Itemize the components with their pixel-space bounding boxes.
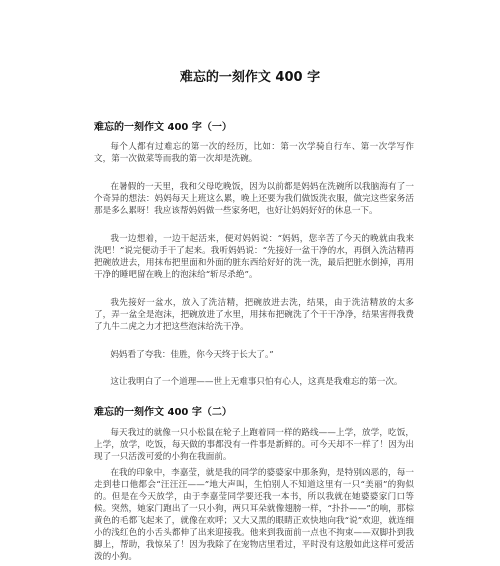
paragraph: 在我的印象中，李嘉莹，就是我的同学的婆婆家中那条狗，是特别凶恶的，每一走到巷口他都会“汪汪汪——”地大声叫，生怕别人不知道这里有一只“美丽”的狗似的。但是在今天放学，由于李嘉莹同学要还我一本书，所以我就在她婆婆家门口等候。突然，她家门跑出了一只小狗，两只耳朵就像翅膀一样，“扑扑——”的响，那棕黄色的毛都飞起来了，就像在欢呼；又大又黑的眼睛正欢快地向我“说”欢迎，就连细小的浅红色的小舌头都伸了出来迎接我。他来到我面前一点也不拘束——双脚扑到我脚上，帮助，我惊呆了！因为我除了在宠物店里看过，平时没有这般如此这样可爱活泼的小狗。 <box>94 468 414 562</box>
paragraph: 每个人都有过难忘的第一次的经历，比如：第一次学骑自行车、第一次学写作文，第一次做菜等而我的第一次却是洗碗。 <box>94 142 414 164</box>
paragraph: 我一边想着，一边干起活来，便对妈妈说：“妈妈，您辛苦了今天的晚就由我来洗吧！”说完便动手干了起来。我听妈妈说：“先接好一盆干净的水，再倒入洗洁精再把碗放进去，用抹布把里面和外面的脏东西给好好的洗一洗，最后把脏水倒掉，再用干净的睡吧留在晚上的泡沫给“斩尽杀绝”。 <box>94 234 414 280</box>
section-heading-1: 难忘的一刻作文 400 字（一） <box>94 122 232 133</box>
paragraph: 在暑假的一天里，我和父母吃晚饭，因为以前都是妈妈在洗碗所以我脑海有了一个奇异的想法：妈妈每天上班这么累，晚上还要为我们做饭洗衣服，做完这些家务活那是多么累呀！我应该帮妈妈做一些家务吧，也好让妈妈好好的休息一下。 <box>94 182 414 216</box>
paragraph: 每天我过的就像一只小松鼠在轮子上跑着同一样的路线——上学，放学，吃饭，上学，放学，吃饭，每天做的事都没有一件事是新鲜的。可今天却不一样了！因为出现了一只活泼可爱的小狗在我面前。 <box>94 428 414 462</box>
section-heading-2: 难忘的一刻作文 400 字（二） <box>94 407 232 418</box>
paragraph: 这让我明白了一个道理——世上无难事只怕有心人，这真是我难忘的第一次。 <box>110 377 403 387</box>
paragraph: 我先接好一盆水，放入了洗洁精，把碗放进去洗，结果，由于洗洁精放的太多了，弄一盆全是泡沫，把碗放进了水里，用抹布把碗洗了个干干净净，结果害得我费了九牛二虎之力才把这些泡沫给洗干净。 <box>94 298 414 332</box>
document-title: 难忘的一刻作文 400 字 <box>179 70 321 85</box>
paragraph: 妈妈看了夸我：佳胜，你今天终于长大了。” <box>110 350 274 360</box>
